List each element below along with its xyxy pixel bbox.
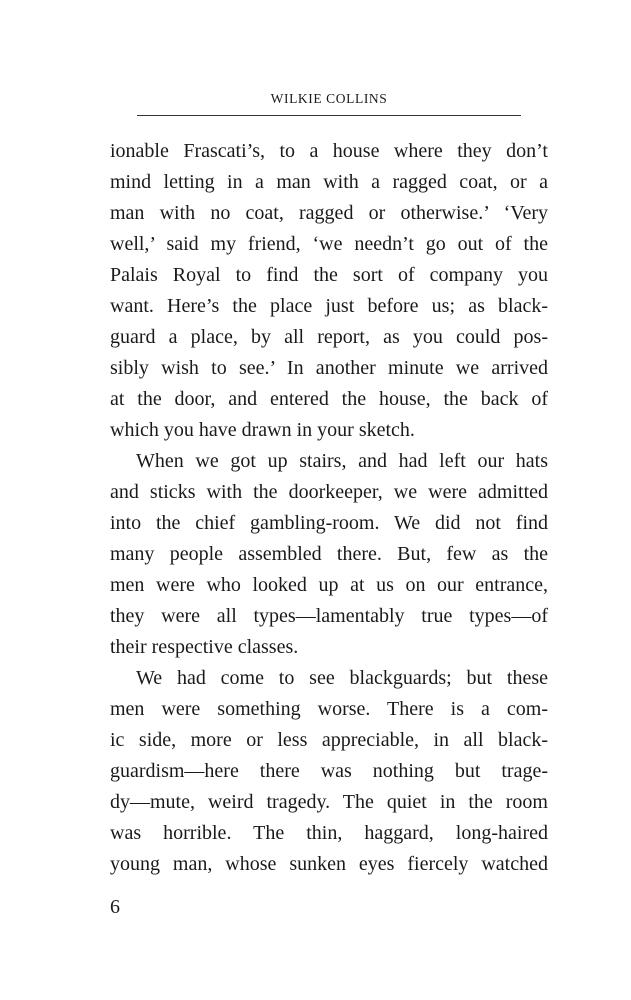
text-line: their respective classes.	[110, 636, 299, 658]
running-head: WILKIE COLLINS	[270, 91, 388, 106]
paragraph	[110, 446, 548, 663]
text-line: young man, whose sunken eyes fiercely watched	[110, 853, 548, 875]
page-number: 6	[110, 896, 120, 918]
paragraph	[110, 663, 548, 880]
text-line: guard a place, by all report, as you could pos-	[110, 326, 548, 348]
text-line: men were something worse. There is a com-	[110, 698, 548, 720]
header-rule	[137, 115, 521, 116]
text-line: We had come to see blackguards; but these	[136, 667, 548, 689]
text-line: ionable Frascati’s, to a house where they don’t	[110, 140, 548, 162]
text-line: ic side, more or less appreciable, in all black-	[110, 729, 548, 751]
text-line: men were who looked up at us on our entrance,	[110, 574, 548, 596]
text-line: dy—mute, weird tragedy. The quiet in the room	[110, 791, 548, 813]
text-line: they were all types—lamentably true types—of	[110, 605, 548, 627]
text-line: guardism—here there was nothing but trage-	[110, 760, 548, 782]
text-line: well,’ said my friend, ‘we needn’t go out of the	[110, 233, 548, 255]
text-line: many people assembled there. But, few as the	[110, 543, 548, 565]
body-text	[110, 136, 548, 880]
text-line: which you have drawn in your sketch.	[110, 419, 415, 441]
text-line: man with no coat, ragged or otherwise.’ ‘Very	[110, 202, 548, 224]
text-line: When we got up stairs, and had left our hats	[136, 450, 548, 472]
text-line: Palais Royal to find the sort of company you	[110, 264, 548, 286]
text-line: mind letting in a man with a ragged coat, or a	[110, 171, 548, 193]
text-line: was horrible. The thin, haggard, long-haired	[110, 822, 548, 844]
text-line: into the chief gambling-room. We did not find	[110, 512, 548, 534]
paragraph	[110, 136, 548, 446]
text-line: want. Here’s the place just before us; as black-	[110, 295, 548, 317]
text-line: and sticks with the doorkeeper, we were admitted	[110, 481, 548, 503]
text-line: at the door, and entered the house, the back of	[110, 388, 548, 410]
text-line: sibly wish to see.’ In another minute we arrived	[110, 357, 548, 379]
